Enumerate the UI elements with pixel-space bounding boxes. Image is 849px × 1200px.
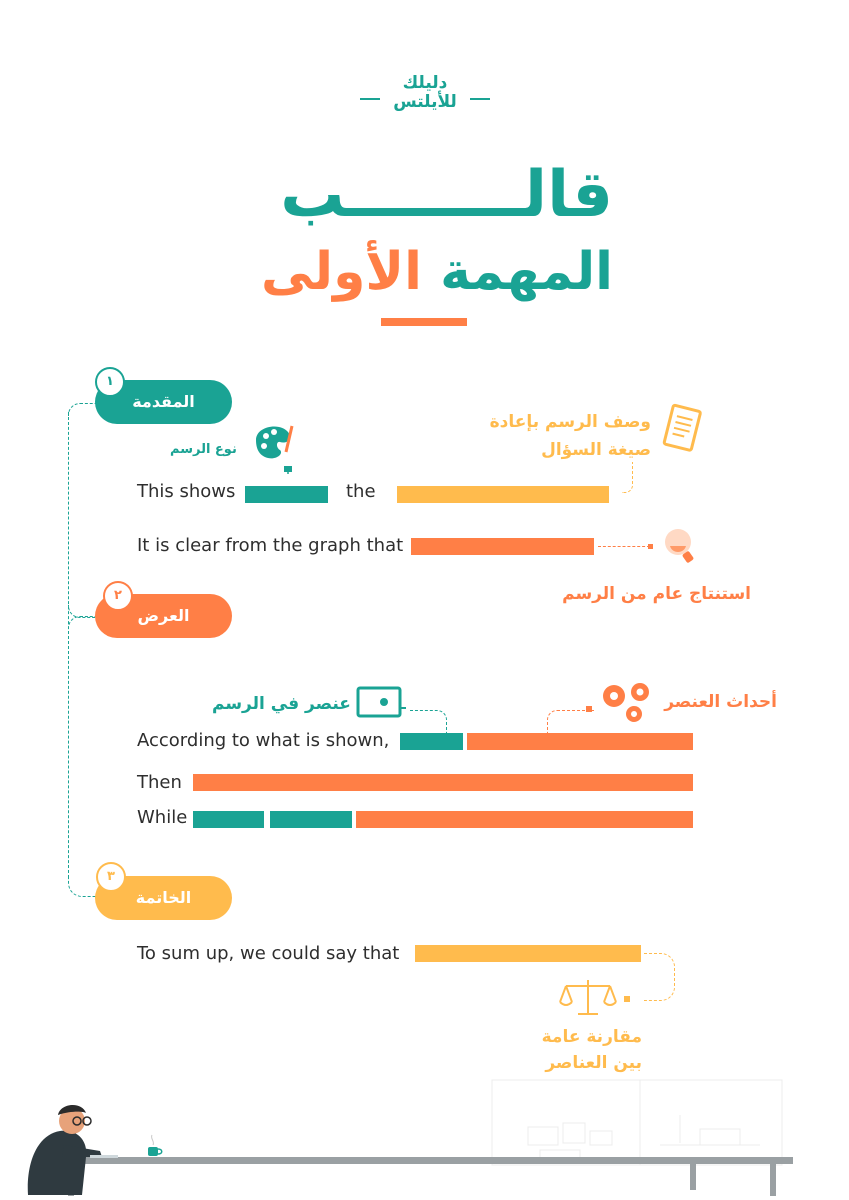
palette-icon <box>250 418 300 478</box>
blank-element <box>400 733 463 750</box>
section-body-number: ٢ <box>103 581 133 611</box>
connector-overview <box>598 546 650 547</box>
body-sentence2: Then <box>137 772 182 793</box>
logo-dash-right <box>470 98 490 100</box>
note-overview: استنتاج عام من الرسم <box>562 584 751 604</box>
blank-comparison <box>415 945 641 962</box>
connector-element <box>410 710 447 735</box>
logo-dash-left <box>360 98 380 100</box>
title-underline <box>381 318 467 326</box>
timeline-connector-bottom <box>68 878 97 897</box>
timeline-connector <box>68 412 69 878</box>
blank-events <box>467 733 693 750</box>
note-chart-type: نوع الرسم <box>170 442 237 457</box>
logo <box>360 70 490 130</box>
body-sentence3: While <box>137 807 188 828</box>
note-element: عنصر في الرسم <box>212 694 351 714</box>
note-comparison-line2: بين العناصر <box>545 1053 642 1073</box>
document-icon <box>660 402 706 456</box>
note-describe-chart <box>490 408 651 464</box>
connector-describe <box>622 462 633 493</box>
conclusion-sentence: To sum up, we could say that <box>137 943 400 964</box>
timeline-connector-mid-b <box>68 616 97 629</box>
note-events: أحداث العنصر <box>664 692 777 712</box>
section-conclusion-pill: الخاتمة <box>95 876 232 920</box>
section-body-pill: العرض <box>95 594 232 638</box>
connector-events <box>547 710 594 733</box>
intro-sentence2: It is clear from the graph that <box>137 535 404 556</box>
gears-icon <box>598 680 656 724</box>
blank-then <box>193 774 693 791</box>
page-title-line1: قالــــــــب <box>280 158 613 232</box>
intro-sentence1-the: the <box>346 481 376 502</box>
blank-chart-type <box>245 486 328 503</box>
timeline-connector-top <box>68 403 97 416</box>
note-describe-line1: وصف الرسم بإعادة <box>489 412 651 432</box>
balance-scale-icon <box>558 976 618 1020</box>
section-conclusion-number: ٣ <box>96 862 126 892</box>
note-comparison-line1: مقارنة عامة <box>541 1027 642 1047</box>
intro-sentence1-start: This shows <box>137 481 236 502</box>
connector-comparison-dot <box>624 996 630 1002</box>
blank-overview <box>411 538 594 555</box>
blank-while-events <box>356 811 693 828</box>
monitor-icon <box>356 686 406 720</box>
blank-while-element1 <box>193 811 264 828</box>
title-word-orange: الأولى <box>260 242 422 302</box>
lightbulb-icon <box>648 524 698 568</box>
section-intro-number: ١ <box>95 367 125 397</box>
note-describe-line2: صيغة السؤال <box>541 440 651 460</box>
person-at-desk-illustration <box>0 1075 849 1200</box>
section-intro-pill: المقدمة <box>95 380 232 424</box>
note-comparison <box>542 1024 642 1076</box>
connector-comparison <box>644 953 675 1001</box>
logo-text: دليلك للأيلتس <box>393 73 457 112</box>
blank-while-element2 <box>270 811 352 828</box>
body-sentence1: According to what is shown, <box>137 730 390 751</box>
blank-describe-chart <box>397 486 609 503</box>
page-title-line2 <box>261 242 613 302</box>
title-word-teal: المهمة <box>440 242 613 302</box>
connector-events-dot <box>586 706 592 712</box>
